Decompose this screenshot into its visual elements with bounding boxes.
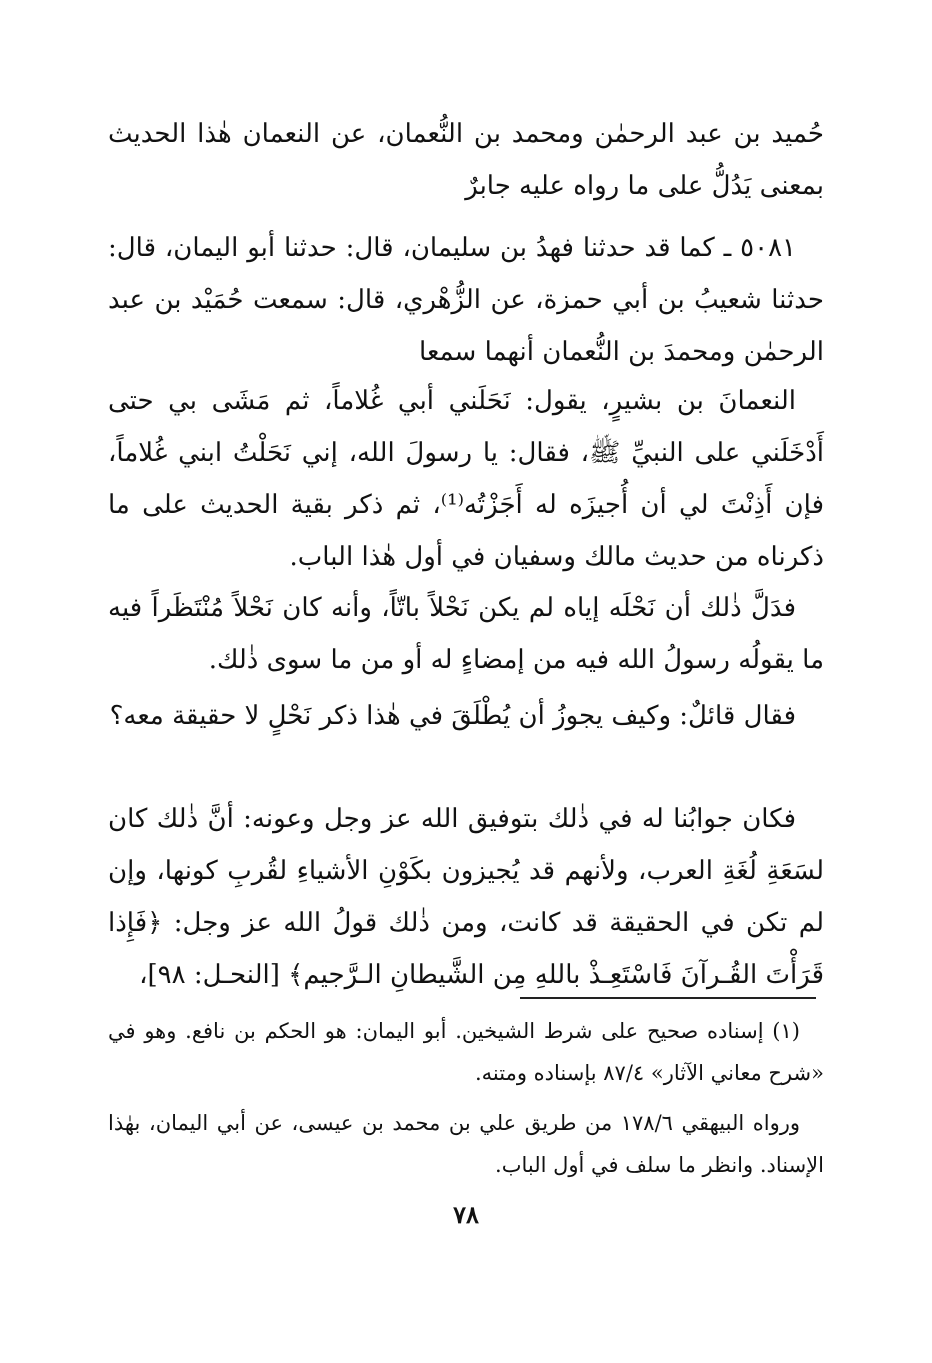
body-paragraph-3: [108, 375, 824, 583]
body-paragraph-1: [108, 108, 824, 212]
body-paragraph-5: [108, 690, 824, 742]
paragraph-text: حُميد بن عبد الرحمٰن ومحمد بن النُّعمان، عن النعمان هٰذا الحديث بمعنى يَدُلُّ على ما رواه عليه جابرٌ: [108, 119, 824, 201]
paragraph-text: فكان جوابُنا له في ذٰلك بتوفيق الله عز وجل وعونه: أنَّ ذٰلك كان لسَعَةِ لُغَةِ العرب، ولأنهم قد يُجيزون بكَوْنِ الأشياءِ لقُربِ كونها، وإن لم تكن في الحقيقة قد كانت، ومن ذٰلك قولُ الله عز وجل: ﴿فَإِذا قَرَأْتَ القُـرآنَ فَاسْتَعِـذْ باللهِ مِن الشَّيطانِ الـرَّجيم﴾ [النحـل: ٩٨]،: [108, 804, 824, 990]
paragraph-text: النعمانَ بن بشيرٍ، يقول: نَحَلَني أبي غُلاماً، ثم مَشَى بي حتى أَدْخَلَني على النبيِّ ﷺ، فقال: يا رسولَ الله، إني نَحَلْتُ ابني غُلاماً، فإن أَذِنْتَ لي أن أُجيزَه له أَجَزْتُه⁽¹⁾، ثم ذكر بقية الحديث على ما ذكرناه من حديث مالك وسفيان في أول هٰذا الباب.: [108, 386, 824, 572]
footnote-2: ورواه البيهقي ١٧٨/٦ من طريق علي بن محمد بن عيسى، عن أبي اليمان، بهٰذا الإسناد. وانظر ما سلف في أول الباب.: [108, 1111, 824, 1177]
paragraph-text: فدَلَّ ذٰلك أن نَحْلَه إياه لم يكن نَحْلاً باتّاً، وأنه كان نَحْلاً مُنْتَظَراً فيه ما يقولُه رسولُ الله فيه من إمضاءٍ له أو من ما سوى ذٰلك.: [108, 593, 824, 675]
footnote-divider: [520, 997, 816, 999]
paragraph-text: ٥٠٨١ ـ كما قد حدثنا فهدُ بن سليمان، قال: حدثنا أبو اليمان، قال: حدثنا شعيبُ بن أبي حمزة، عن الزُّهْري، قال: سمعت حُمَيْد بن عبد الرحمٰن ومحمدَ بن النُّعمان أنهما سمعا: [108, 233, 824, 367]
page-number: ٧٨: [453, 1200, 479, 1229]
footnote-1: (١) إسناده صحيح على شرط الشيخين. أبو اليمان: هو الحكم بن نافع. وهو في «شرح معاني الآثار» ٨٧/٤ بإسناده ومتنه.: [108, 1019, 824, 1085]
body-paragraph-4: [108, 582, 824, 686]
body-paragraph-2: [108, 222, 824, 378]
body-paragraph-6: [108, 793, 824, 1001]
footnotes: [108, 1010, 824, 1194]
paragraph-text: فقال قائلٌ: وكيف يجوزُ أن يُطْلَقَ في هٰذا ذكر نَحْلٍ لا حقيقة معه؟: [109, 701, 796, 731]
